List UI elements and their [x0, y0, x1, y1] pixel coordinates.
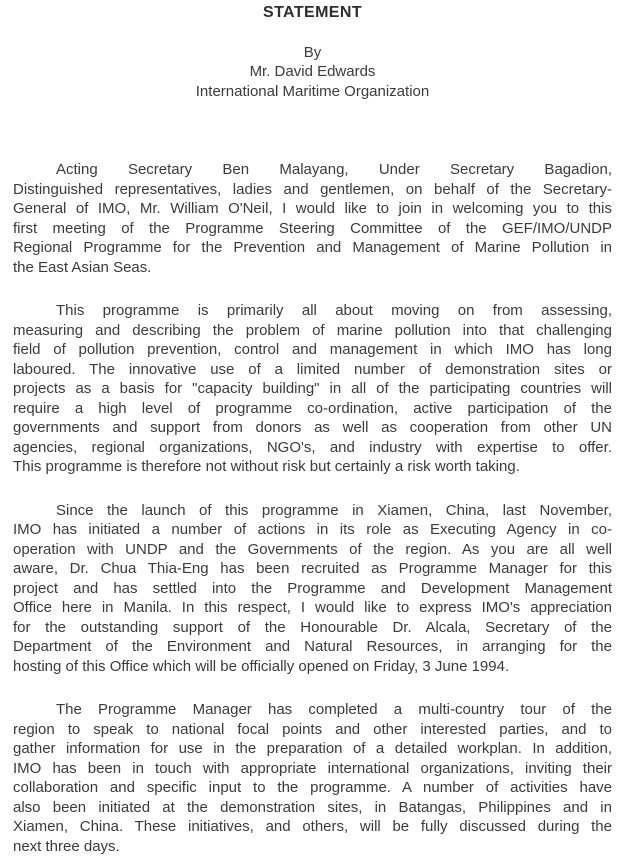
byline-speaker: Mr. David Edwards — [249, 63, 376, 80]
text-line: field of pollution prevention, control and management in which IMO has long — [13, 341, 612, 358]
text-line: Office here in Manila. In this respect, I would like to express IMO's appreciation — [13, 599, 612, 616]
text-line: General of IMO, Mr. William O'Neil, I would like to join in welcoming you to this — [13, 200, 612, 217]
text-line: next three days. — [13, 837, 120, 855]
text-line: region to speak to national focal points and other interested parties, and to — [13, 720, 612, 738]
byline-by: By — [303, 43, 322, 61]
text-line: projects as a basis for "capacity building" in all of the participating countries will — [13, 380, 612, 397]
paragraph — [13, 700, 612, 856]
text-line: collaboration and specific input to the programme. A number of activities have — [13, 779, 612, 796]
text-line: project and has settled into the Programme and Development Management — [13, 579, 612, 597]
text-line: hosting of this Office which will be officially opened on Friday, 3 June 1994. — [13, 657, 510, 675]
text-line: require a high level of programme co-ordination, active participation of the — [13, 399, 612, 417]
text-line: gather information for use in the preparation of a detailed workplan. In addition, — [13, 740, 612, 757]
text-line: operation with UNDP and the Governments of the region. As you are all well — [13, 540, 612, 558]
text-line: first meeting of the Programme Steering Committee of the GEF/IMO/UNDP — [13, 219, 612, 237]
text-line: The Programme Manager has completed a multi-country tour of the — [56, 701, 612, 718]
text-line: Regional Programme for the Prevention and Management of Marine Pollution in — [13, 239, 612, 256]
byline-block — [13, 43, 612, 102]
text-line: agencies, regional organizations, NGO's, and industry with expertise to offer. — [13, 438, 612, 456]
paragraph — [13, 160, 612, 277]
text-line: the East Asian Seas. — [13, 258, 152, 276]
text-line: Distinguished representatives, ladies and gentlemen, on behalf of the Secretary- — [13, 180, 612, 198]
paragraph — [13, 301, 612, 477]
byline-organization: International Maritime Organization — [195, 82, 430, 100]
document-paragraphs — [13, 160, 612, 856]
text-line: laboured. The innovative use of a limited number of demonstration sites or — [13, 360, 612, 378]
text-line: Acting Secretary Ben Malayang, Under Secretary Bagadion, — [56, 161, 612, 178]
text-line: Department of the Environment and Natural Resources, in arranging for the — [13, 638, 612, 655]
text-line: Since the launch of this programme in Xiamen, China, last November, — [56, 501, 612, 519]
text-line: This programme is primarily all about moving on from assessing, — [56, 302, 612, 319]
text-line: IMO has been in touch with appropriate international organizations, inviting their — [13, 759, 612, 777]
text-line: measuring and describing the problem of marine pollution into that challenging — [13, 321, 612, 339]
text-line: Xiamen, China. These initiatives, and others, will be fully discussed during the — [13, 818, 612, 835]
paragraph — [13, 501, 612, 677]
text-line: governments and support from donors as well as cooperation from other UN — [13, 419, 612, 436]
text-line: IMO has initiated a number of actions in its role as Executing Agency in co- — [13, 521, 612, 538]
text-line: for the outstanding support of the Honourable Dr. Alcala, Secretary of the — [13, 618, 612, 636]
text-line: aware, Dr. Chua Thia-Eng has been recruited as Programme Manager for this — [13, 560, 612, 577]
document-title: STATEMENT — [263, 4, 362, 21]
text-line: This programme is therefore not without risk but certainly a risk worth taking. — [13, 458, 520, 475]
text-line: also been initiated at the demonstration sites, in Batangas, Philippines and in — [13, 798, 612, 816]
